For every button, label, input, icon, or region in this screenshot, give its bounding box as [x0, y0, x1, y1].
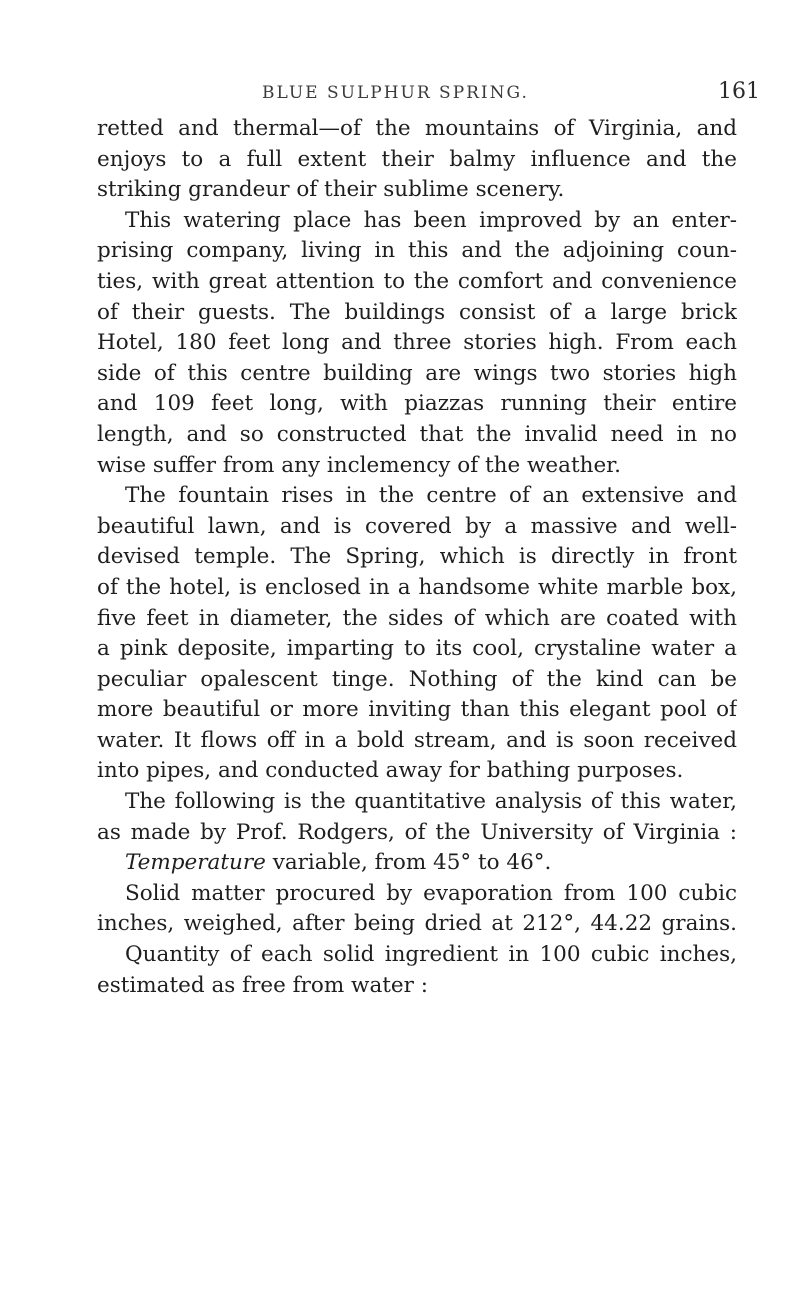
text-line: more beautiful or more inviting than this elegant pool of	[97, 697, 737, 723]
page-number: 161	[718, 79, 760, 104]
text-line: water. It flows off in a bold stream, and is soon received	[97, 727, 737, 753]
text-line: side of this centre building are wings two stories high	[97, 360, 737, 386]
text-line: retted and thermal—of the mountains of Virginia, and	[97, 116, 737, 141]
text-line: as made by Prof. Rodgers, of the University of Virginia :	[97, 819, 737, 845]
text-line: and 109 feet long, with piazzas running their entire	[97, 391, 737, 417]
text-line: length, and so constructed that the invalid need in no	[97, 421, 737, 447]
text-line: Solid matter procured by evaporation from 100 cubic	[125, 880, 737, 906]
text-line: ties, with great attention to the comfort and convenience	[97, 268, 737, 294]
text-line: enjoys to a full extent their balmy influence and the	[97, 146, 737, 172]
temperature-label: Temperature	[125, 850, 266, 876]
text-line: of their guests. The buildings consist of a large brick	[97, 299, 737, 325]
text-line: prising company, living in this and the adjoining coun-	[97, 238, 737, 264]
text-line: into pipes, and conducted away for bathing purposes.	[97, 758, 684, 784]
text-line: The fountain rises in the centre of an extensive and	[125, 483, 737, 509]
text-line: wise suffer from any inclemency of the weather.	[97, 452, 621, 478]
text-line: This watering place has been improved by an enter-	[125, 207, 737, 233]
text-line: of the hotel, is enclosed in a handsome white marble box,	[97, 574, 737, 600]
body-text	[97, 114, 737, 1001]
text-line: peculiar opalescent tinge. Nothing of the kind can be	[97, 666, 737, 692]
text-line: Quantity of each solid ingredient in 100 cubic inches,	[125, 942, 737, 968]
text-line: devised temple. The Spring, which is directly in front	[97, 544, 737, 570]
temperature-value: variable, from 45° to 46°.	[265, 850, 552, 876]
running-head: BLUE SULPHUR SPRING.	[262, 83, 529, 103]
text-line: beautiful lawn, and is covered by a massive and well-	[97, 513, 737, 539]
text-line: The following is the quantitative analysis of this water,	[125, 789, 737, 815]
text-line: inches, weighed, after being dried at 212°, 44.22 grains.	[97, 911, 737, 937]
text-line-temperature	[97, 848, 737, 879]
text-line: Hotel, 180 feet long and three stories high. From each	[97, 330, 737, 356]
text-line: five feet in diameter, the sides of which are coated with	[97, 605, 737, 631]
text-line: a pink deposite, imparting to its cool, crystaline water a	[97, 636, 737, 662]
text-line: estimated as free from water :	[97, 972, 428, 998]
text-line: striking grandeur of their sublime scenery.	[97, 177, 565, 203]
